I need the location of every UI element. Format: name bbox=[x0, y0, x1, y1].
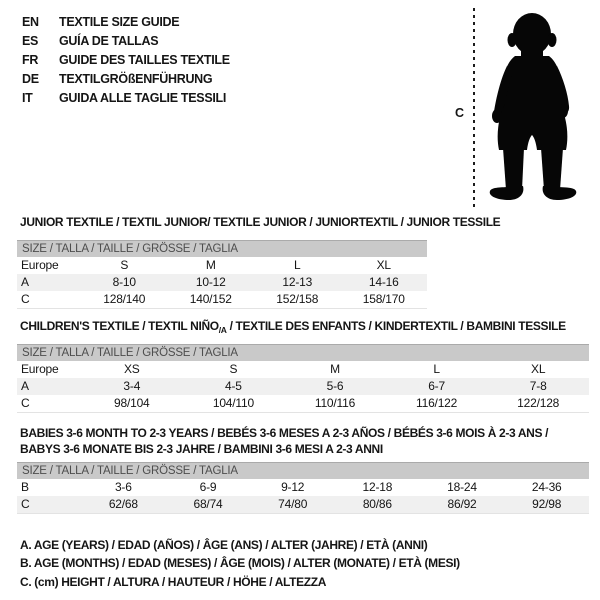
lang-code: IT bbox=[22, 91, 33, 105]
babies-section-heading bbox=[20, 426, 548, 457]
junior-section-heading: JUNIOR TEXTILE / TEXTIL JUNIOR/ TEXTILE JUNIOR / JUNIORTEXTIL / JUNIOR TESSILE bbox=[20, 215, 501, 229]
lang-row-de bbox=[22, 70, 230, 89]
size-table-header: SIZE / TALLA / TAILLE / GRÖSSE / TAGLIA bbox=[17, 462, 589, 479]
height-dotted-line bbox=[473, 8, 475, 210]
lang-code: EN bbox=[22, 15, 39, 29]
legend-notes bbox=[20, 536, 460, 591]
row-label: B bbox=[21, 480, 29, 494]
age-cell: 5-6 bbox=[326, 379, 344, 393]
babies-table-body bbox=[17, 479, 589, 514]
row-label: Europe bbox=[21, 258, 59, 272]
months-cell: 12-18 bbox=[362, 480, 393, 494]
lang-row-fr bbox=[22, 51, 230, 70]
height-cell: 68/74 bbox=[193, 497, 223, 511]
lang-code: FR bbox=[22, 53, 39, 67]
height-cell: 62/68 bbox=[108, 497, 138, 511]
age-cell: 8-10 bbox=[112, 275, 136, 289]
size-cell: XL bbox=[376, 258, 391, 272]
age-cell: 12-13 bbox=[282, 275, 313, 289]
height-cell: 116/122 bbox=[416, 396, 458, 410]
height-cell: 122/128 bbox=[517, 396, 560, 410]
table-row-age bbox=[17, 378, 589, 395]
table-row-height bbox=[17, 291, 427, 308]
note-age-years: A. AGE (YEARS) / EDAD (AÑOS) / ÂGE (ANS) / ALTER (JAHRE) / ETÀ (ANNI) bbox=[20, 538, 428, 552]
months-cell: 24-36 bbox=[531, 480, 562, 494]
lang-row-it bbox=[22, 89, 230, 108]
lang-code: ES bbox=[22, 34, 39, 48]
height-cell: 128/140 bbox=[103, 292, 146, 306]
table-row-months bbox=[17, 479, 589, 496]
row-label: C bbox=[21, 292, 30, 306]
note-age-months: B. AGE (MONTHS) / EDAD (MESES) / ÂGE (MOIS) / ALTER (MONATE) / ETÀ (MESI) bbox=[20, 556, 460, 571]
lang-row-en bbox=[22, 13, 230, 32]
height-cell: 152/158 bbox=[276, 292, 319, 306]
size-cell: L bbox=[294, 258, 301, 272]
table-row-height bbox=[17, 496, 589, 513]
size-cell: XS bbox=[123, 362, 140, 376]
lang-title: TEXTILE SIZE GUIDE bbox=[59, 15, 180, 29]
children-heading-post: / TEXTILE DES ENFANTS / KINDERTEXTIL / BAMBINI TESSILE bbox=[226, 319, 566, 333]
lang-title: TEXTILGRÖßENFÜHRUNG bbox=[59, 72, 213, 86]
children-heading-sub: /A bbox=[218, 324, 227, 335]
lang-title: GUIDE DES TAILLES TEXTILE bbox=[59, 53, 230, 67]
size-cell: M bbox=[205, 258, 216, 272]
children-size-table bbox=[17, 344, 589, 413]
size-cell: S bbox=[229, 362, 238, 376]
babies-heading-line2: BABYS 3-6 MONATE BIS 2-3 JAHRE / BAMBINI 3-6 MESI A 2-3 ANNI bbox=[20, 441, 383, 456]
lang-title: GUÍA DE TALLAS bbox=[59, 34, 159, 48]
row-label: Europe bbox=[21, 362, 59, 376]
note-height: C. (cm) HEIGHT / ALTURA / HAUTEUR / HÖHE / ALTEZZA bbox=[20, 574, 327, 589]
months-cell: 9-12 bbox=[281, 480, 305, 494]
height-cell: 86/92 bbox=[447, 497, 477, 511]
height-cell: 110/116 bbox=[314, 396, 356, 410]
age-cell: 14-16 bbox=[368, 275, 399, 289]
table-row-height bbox=[17, 395, 589, 412]
table-row-age bbox=[17, 274, 427, 291]
height-cell: 80/86 bbox=[362, 497, 392, 511]
size-cell: S bbox=[120, 258, 129, 272]
row-label: C bbox=[21, 396, 30, 410]
age-cell: 10-12 bbox=[195, 275, 226, 289]
table-row-europe bbox=[17, 361, 589, 378]
height-cell: 98/104 bbox=[114, 396, 150, 410]
months-cell: 18-24 bbox=[447, 480, 477, 494]
lang-code: DE bbox=[22, 72, 39, 86]
lang-title: GUIDA ALLE TAGLIE TESSILI bbox=[59, 91, 227, 105]
height-cell: 140/152 bbox=[189, 292, 232, 306]
size-table-header: SIZE / TALLA / TAILLE / GRÖSSE / TAGLIA bbox=[17, 240, 427, 257]
junior-table-body bbox=[17, 257, 427, 309]
size-cell: XL bbox=[531, 362, 546, 376]
size-table-header: SIZE / TALLA / TAILLE / GRÖSSE / TAGLIA bbox=[17, 344, 589, 361]
babies-heading-line1: BABIES 3-6 MONTH TO 2-3 YEARS / BEBÉS 3-6 MESES A 2-3 AÑOS / BÉBÉS 3-6 MOIS À 2-3 ANS / bbox=[20, 426, 549, 440]
language-legend bbox=[22, 13, 230, 108]
children-section-heading bbox=[20, 319, 566, 336]
height-cell: 158/170 bbox=[362, 292, 405, 306]
children-table-body bbox=[17, 361, 589, 413]
junior-size-table bbox=[17, 240, 427, 309]
children-heading-pre: CHILDREN'S TEXTILE / TEXTIL NIÑO bbox=[20, 319, 219, 333]
height-cell: 92/98 bbox=[532, 497, 562, 511]
babies-size-table bbox=[17, 462, 589, 514]
size-cell: L bbox=[433, 362, 440, 376]
row-label: A bbox=[21, 275, 29, 289]
row-label: C bbox=[21, 497, 30, 511]
height-cell: 104/110 bbox=[212, 396, 254, 410]
age-cell: 4-5 bbox=[225, 379, 242, 393]
height-cell: 74/80 bbox=[278, 497, 308, 511]
size-cell: M bbox=[330, 362, 340, 376]
baby-silhouette-icon bbox=[483, 10, 583, 208]
age-cell: 7-8 bbox=[529, 379, 547, 393]
height-measure-label: C bbox=[455, 106, 465, 120]
months-cell: 3-6 bbox=[114, 480, 132, 494]
months-cell: 6-9 bbox=[199, 480, 217, 494]
age-cell: 3-4 bbox=[123, 379, 141, 393]
age-cell: 6-7 bbox=[428, 379, 445, 393]
row-label: A bbox=[21, 379, 29, 393]
table-row-europe bbox=[17, 257, 427, 274]
lang-row-es bbox=[22, 32, 230, 51]
